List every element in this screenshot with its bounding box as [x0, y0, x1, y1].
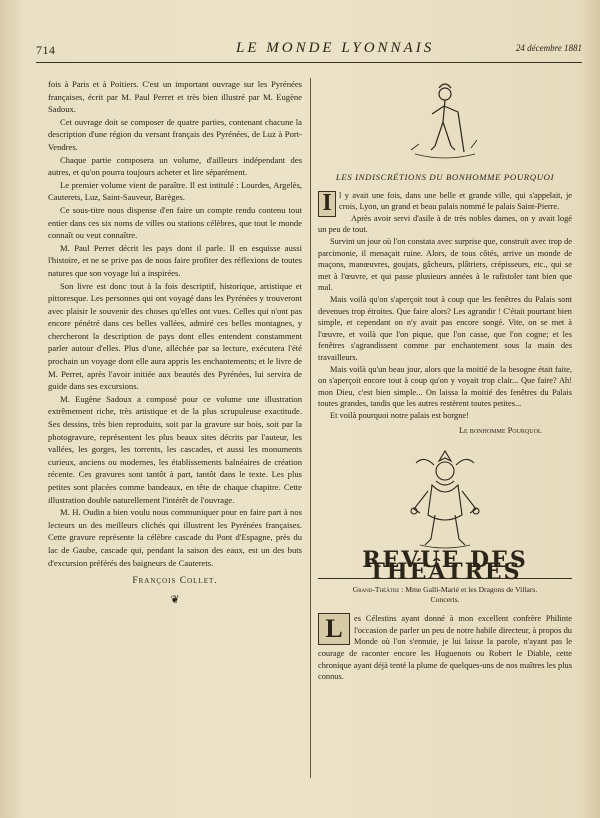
right-column — [318, 78, 572, 683]
subhead-line-2: Concerts. — [430, 595, 460, 605]
column-divider — [310, 78, 311, 778]
right-paragraph-6: Et voilà pourquoi notre palais est borgne! — [330, 410, 469, 420]
revue-subhead — [318, 585, 572, 605]
author-signature: François Collet. — [132, 576, 218, 587]
left-paragraph-7: Son livre est donc tout à la fois descriptif, historique, artistique et pittoresque. Les personnes qui ont voyagé dans les Pyrénées y trouveront avec plaisir le souvenir des choses qu'elles ont vues. Celles qui n'ont pas encore pénétré dans ces belles vallées, admiré ces belles montagnes, y chercheront la description de pays dont elles entendent constamment parler autour d'elles. Plus d'une, alléchée par sa lecture, exécutera l'été prochain un voyage dont elle aura appris les enchantements; et le livre de M. Perret, après l'avoir initiée aux beautés des Pyrénées, lui servira de guide dans ses excursions. — [48, 280, 302, 392]
page-header — [36, 40, 582, 60]
left-paragraph-9: M. H. Oudin a bien voulu nous communiquer pour en faire part à nos lecteurs un des meilleurs clichés qui illustrent les Pyrénées françaises. Cette gravure représente la célèbre cascade du Pont d'Espagne, près du lac de Gaube, cascade qui, pendant la saison des eaux, est un des buts d'excursion préférés des baigneurs de Cauterets. — [48, 507, 302, 568]
revue-text: es Célestins ayant donné à mon excellent confrère Philinte l'occasion de parler un peu de notre habile directeur, à propos du Monde où l'on s'ennuie, je lui laisse la parole, n'ayant pas le courage de raconter encore les Huguenots ou Robert le Diable, cette chronique ayant déjà tenté la plume de quelques-uns de nos maîtres les plus connus. — [318, 614, 572, 682]
revue-title-text: REVUE DES THÉÂTRES — [318, 555, 572, 579]
right-paragraph-2: Après avoir servi d'asile à de très nobles dames, on y avait logé un peu de tout. — [318, 213, 572, 235]
left-paragraph-6: M. Paul Perret décrit les pays dont il parle. Il en esquisse aussi l'histoire, et ne se prive pas de nous faire profiter des réflexions de toutes natures que son voyage lui a inspirées. — [48, 242, 302, 278]
revue-body — [318, 613, 572, 683]
left-paragraph-8: M. Eugène Sadoux a composé pour ce volume une illustration extrêmement riche, très artistique et de la plus scrupuleuse exactitude. Ses dessins, très bien reproduits, soit par la gravure sur bois, soit par la photogravure, représentent les plus beaux sites décrits par l'auteur, les vallées, les gorges, les torrents, les cascades, et aussi les monuments curieux, anciens ou modernes, les établissements balnéaires de création récente. Ces gravures sont tantôt à part, tantôt dans le texte. Les plus petites sont placées comme bandeaux, en tête de chaque chapitre. Cette illustration double naturellement l'intérêt de l'ouvrage. — [48, 393, 302, 505]
dropcap-i: I — [318, 191, 336, 217]
right-paragraph-1 — [318, 189, 572, 216]
fleuron-ornament: ❦ — [170, 593, 180, 606]
bonhomme-illustration — [405, 78, 485, 164]
dropcap-l: L — [318, 613, 350, 645]
left-paragraph-3: Chaque partie composera un volume, d'ailleurs indépendant des autres, et qu'on pourra toujours acheter et lire séparément. — [48, 154, 302, 178]
right-paragraph-1-text: l y avait une fois, dans une belle et grande ville, qui s'appelait, je crois, Lyon, un grand et beau palais nommé le palais Saint-Pierre. — [339, 190, 572, 212]
issue-date: 24 décembre 1881 — [515, 43, 582, 53]
right-paragraph-5: Mais voilà qu'un beau jour, alors que la moitié de la besogne était faite, on s'aperçoit encore tout à coup qu'on y voyait trop clair... Que faire? Ah! mon Dieu, c'est bien simple... On laissa la moitié des fenêtres du Palais toutes grandes, tandis que les autres restèrent toutes petites... — [318, 364, 572, 409]
left-paragraph-5: Ce sous-titre nous dispense d'en faire un compte rendu contenu tout entier dans ces six noms de villes ou stations célèbres, que tout le monde connaît ou veut connaître. — [48, 204, 302, 241]
journal-title: LE MONDE LYONNAIS — [236, 40, 435, 56]
left-paragraph-2: Cet ouvrage doit se composer de quatre parties, contenant chacune la description d'une région du versant français des Pyrénées, de Luz à Port-Vendres. — [48, 116, 302, 152]
bonhomme-signature: Le bonhomme Pourquoi. — [458, 426, 542, 436]
section-title-indiscretions: LES INDISCRÉTIONS DU BONHOMME POURQUOI — [335, 172, 555, 182]
left-paragraph-4: Le premier volume vient de paraître. Il est intitulé : Lourdes, Argelès, Cauterets, Luz, Saint-Sauveur, Barèges. — [48, 179, 302, 203]
right-paragraph-4: Mais voilà qu'on s'aperçoit tout à coup que les fenêtres du Palais sont devenues trop étroites. Que faire alors? Les agrandir ! C'était pourtant bien simple, et cependant on n'y avait pas encore songé. Vite, on se met à l'œuvre, et voilà que l'on pique, que l'on casse, que l'on cogne; et les fenêtres s'agrandissent comme par enchantement sous la main des travailleurs. — [318, 294, 572, 362]
left-paragraph-1: fois à Paris et à Poitiers. C'est un important ouvrage sur les Pyrénées françaises, écrit par M. Paul Perret et très bien illustré par M. Eugène Sadoux. — [48, 79, 302, 115]
header-rule — [36, 62, 582, 63]
jester-illustration — [390, 445, 500, 553]
revue-des-theatres-title — [318, 547, 572, 585]
page-number: 714 — [36, 43, 56, 57]
subhead-line-1: : Mme Galli-Marié et les Dragons de Villars. — [399, 585, 538, 595]
subhead-grand-theatre: Grand-Théâtre — [352, 585, 400, 595]
right-paragraph-3: Survint un jour où l'on constata avec surprise que, construit avec trop de parcimonie, il menaçait ruine. Alors, de tous côtés, arrive un monde de maçons, manœuvres, goujats, gâcheurs, plâtriers, crépisseurs, etc., qui se met à l'œuvre, et qui passe plusieurs années à le rafistoler tant bien que mal. — [318, 236, 572, 293]
left-column — [48, 78, 302, 606]
